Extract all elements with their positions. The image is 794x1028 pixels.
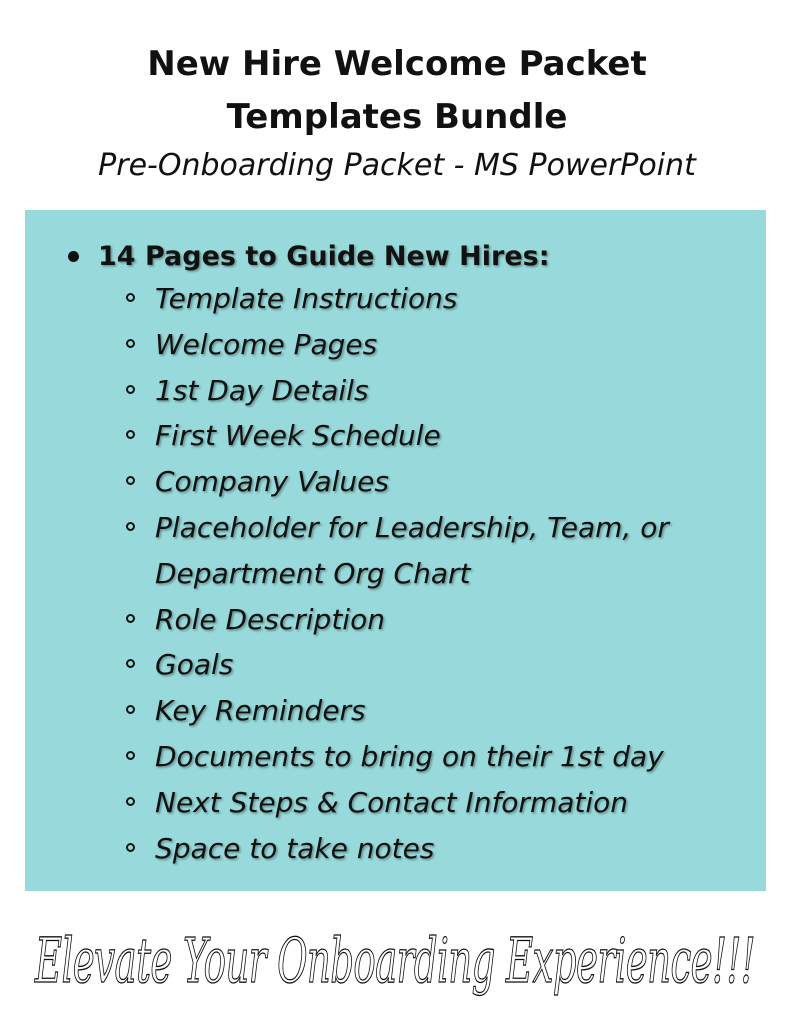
page-title-line2: Templates Bundle [226,97,568,137]
list-item [124,368,764,414]
circle-bullet-icon [126,385,135,394]
list-item-text: First Week Schedule [155,419,441,453]
tagline-script [25,912,766,1012]
list-item [124,505,764,597]
circle-bullet-icon [126,797,135,806]
page-subtitle: Pre-Onboarding Packet - MS PowerPoint [98,148,696,183]
contents-heading-text: 14 Pages to Guide New Hires: [98,240,550,272]
list-item-text: Next Steps & Contact Information [155,785,629,819]
circle-bullet-icon [126,614,135,623]
list-item [124,413,764,459]
list-item [124,322,764,368]
contents-list [124,276,764,871]
circle-bullet-icon [126,843,135,852]
list-item [124,459,764,505]
bullet-disc-icon [68,251,79,262]
list-item [124,734,764,780]
contents-heading [68,236,550,276]
list-item-text: Goals [155,648,234,682]
list-item-text: Role Description [155,602,385,636]
list-item-text: Placeholder for Leadership, Team, or Department Org Chart [155,510,669,590]
circle-bullet-icon [126,659,135,668]
list-item [124,826,764,872]
circle-bullet-icon [126,751,135,760]
list-item-text: Welcome Pages [155,327,378,361]
list-item-text: Template Instructions [155,282,458,315]
list-item-text: Key Reminders [155,694,366,728]
circle-bullet-icon [126,705,135,714]
list-item [124,642,764,688]
list-item-text: 1st Day Details [155,373,369,407]
list-item [124,688,764,734]
list-item [124,597,764,643]
page-title-line1: New Hire Welcome Packet [147,44,647,84]
tagline-text: Elevate Your Onboarding Experience!!! [34,924,756,997]
list-item [124,276,764,322]
circle-bullet-icon [126,430,135,439]
circle-bullet-icon [126,476,135,485]
circle-bullet-icon [126,293,135,302]
list-item-text: Space to take notes [155,831,435,865]
list-item-text: Documents to bring on their 1st day [155,739,664,773]
tagline-script-graphic [25,912,766,1012]
circle-bullet-icon [126,522,135,531]
list-item-text: Company Values [155,465,389,499]
list-item [124,780,764,826]
circle-bullet-icon [126,339,135,348]
